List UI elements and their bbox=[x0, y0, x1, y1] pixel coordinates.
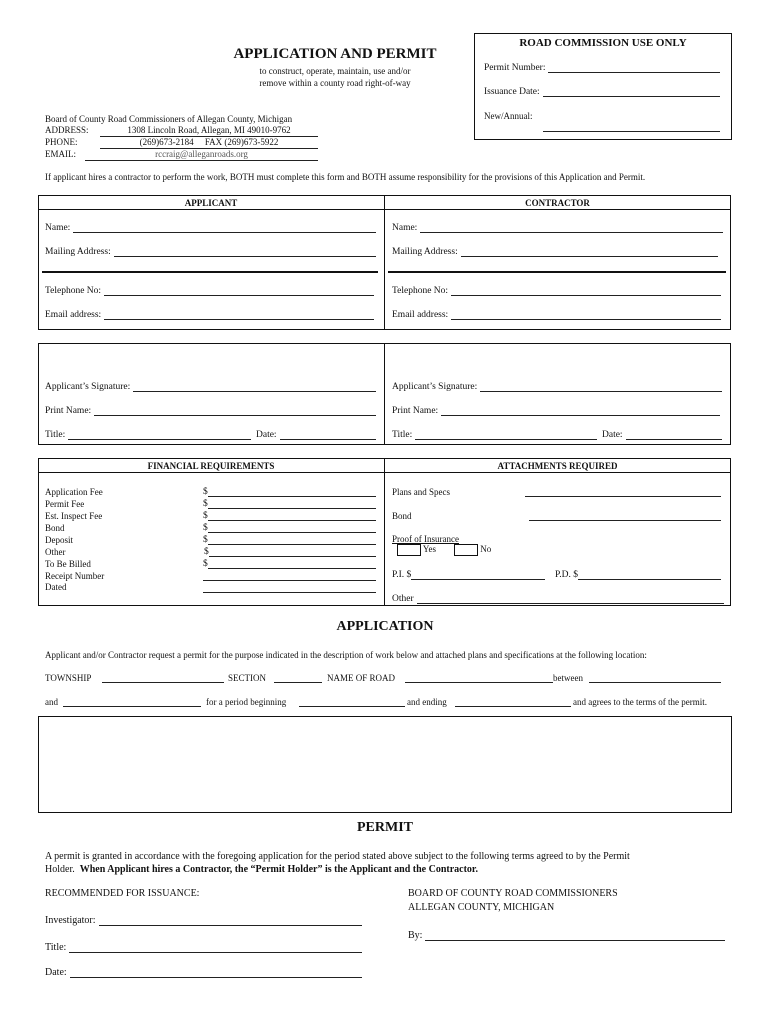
applicant-signature-field[interactable] bbox=[45, 382, 376, 392]
applicant-mailing-field[interactable] bbox=[45, 247, 376, 257]
by-field[interactable] bbox=[408, 930, 725, 941]
between-label: between bbox=[553, 673, 583, 683]
application-heading: APPLICATION bbox=[336, 619, 434, 634]
no-checkbox[interactable] bbox=[454, 544, 478, 556]
and-line[interactable] bbox=[63, 706, 201, 707]
financial-item-label: Other bbox=[45, 547, 66, 557]
subtitle-line-1: to construct, operate, maintain, use and/or bbox=[259, 66, 411, 76]
dated-line[interactable] bbox=[203, 592, 376, 593]
applicant-print-name-field[interactable] bbox=[45, 406, 376, 416]
applicant-print-name-label: Print Name: bbox=[45, 406, 92, 416]
subtitle-line-2: remove within a county road right-of-way bbox=[259, 78, 411, 88]
attach-bond-label: Bond bbox=[392, 511, 412, 521]
financial-item-label: Permit Fee bbox=[45, 499, 85, 509]
applicant-email-field[interactable] bbox=[45, 310, 374, 320]
township-line[interactable] bbox=[102, 682, 224, 683]
contractor-title-label: Title: bbox=[392, 430, 413, 440]
contractor-note: If applicant hires a contractor to perform the work, BOTH must complete this form and BOTH assume responsibility for the provisions of this Application and Permit. bbox=[45, 172, 646, 182]
permit-number-label: Permit Number: bbox=[484, 63, 546, 73]
board-email: rccraig@alleganroads.org bbox=[85, 149, 318, 161]
contractor-name-field[interactable] bbox=[392, 223, 723, 233]
contractor-telephone-label: Telephone No: bbox=[392, 286, 449, 296]
bond-amount[interactable] bbox=[203, 523, 376, 533]
dollar-sign: $ bbox=[203, 499, 208, 509]
agrees-text: and agrees to the terms of the permit. bbox=[573, 697, 707, 707]
financial-heading: FINANCIAL REQUIREMENTS bbox=[147, 461, 275, 471]
and-ending-line[interactable] bbox=[455, 706, 571, 707]
investigator-field[interactable] bbox=[45, 915, 362, 926]
issuance-date-label: Issuance Date: bbox=[484, 87, 540, 97]
receipt-number-label: Receipt Number bbox=[45, 571, 105, 581]
applicant-mailing-label: Mailing Address: bbox=[45, 247, 111, 257]
to-be-billed-amount[interactable] bbox=[203, 559, 376, 569]
contractor-email-label: Email address: bbox=[392, 310, 449, 320]
insurance-no-option[interactable] bbox=[454, 544, 491, 556]
contractor-date-label: Date: bbox=[602, 430, 623, 440]
applicant-telephone-label: Telephone No: bbox=[45, 286, 102, 296]
attach-other-field[interactable] bbox=[392, 594, 724, 604]
name-of-road-label: NAME OF ROAD bbox=[327, 673, 396, 683]
applicant-signature-label: Applicant’s Signature: bbox=[45, 382, 131, 392]
dollar-sign: $ bbox=[203, 487, 208, 497]
and-ending-label: and ending bbox=[407, 697, 447, 707]
receipt-number-line[interactable] bbox=[203, 580, 376, 581]
attach-bond-line[interactable] bbox=[529, 520, 721, 521]
permit-text-plain: Holder. bbox=[45, 864, 80, 875]
attachments-heading: ATTACHMENTS REQUIRED bbox=[497, 461, 618, 471]
proof-insurance-label: Proof of Insurance bbox=[392, 534, 459, 544]
email-label: EMAIL: bbox=[45, 149, 76, 159]
applicant-date-label: Date: bbox=[256, 430, 277, 440]
permit-heading: PERMIT bbox=[357, 820, 413, 835]
description-of-work-box[interactable] bbox=[38, 716, 732, 813]
deposit-amount[interactable] bbox=[203, 535, 376, 545]
applicant-email-label: Email address: bbox=[45, 310, 102, 320]
financial-item-label: Deposit bbox=[45, 535, 73, 545]
dated-label: Dated bbox=[45, 582, 67, 592]
no-label: No bbox=[480, 544, 492, 555]
period-beginning-line[interactable] bbox=[299, 706, 405, 707]
contractor-print-name-label: Print Name: bbox=[392, 406, 439, 416]
board-address: 1308 Lincoln Road, Allegan, MI 49010-9762 bbox=[100, 125, 318, 137]
issuance-date-field[interactable] bbox=[484, 87, 720, 97]
board-signoff-line-1: BOARD OF COUNTY ROAD COMMISSIONERS bbox=[408, 888, 618, 899]
dollar-sign: $ bbox=[203, 559, 208, 569]
recommended-label: RECOMMENDED FOR ISSUANCE: bbox=[45, 888, 200, 899]
contractor-heading: CONTRACTOR bbox=[525, 198, 590, 208]
dollar-sign: $ bbox=[203, 523, 208, 533]
permit-title-label: Title: bbox=[45, 942, 67, 953]
permit-text-line-1: A permit is granted in accordance with the foregoing application for the period stated above subject to the following terms agreed to by the Permit bbox=[45, 851, 630, 862]
new-annual-label: New/Annual: bbox=[484, 111, 533, 121]
board-signoff-line-2: ALLEGAN COUNTY, MICHIGAN bbox=[408, 902, 555, 913]
plans-specs-label: Plans and Specs bbox=[392, 487, 450, 497]
period-beginning-label: for a period beginning bbox=[206, 697, 287, 707]
pd-amount-field[interactable] bbox=[555, 570, 721, 580]
financial-item-label: Bond bbox=[45, 523, 65, 533]
permit-text-line-2 bbox=[45, 864, 478, 875]
board-name: Board of County Road Commissioners of Allegan County, Michigan bbox=[45, 114, 293, 124]
phone-label: PHONE: bbox=[45, 137, 78, 147]
applicant-name-field[interactable] bbox=[45, 223, 376, 233]
permit-text-bold: When Applicant hires a Contractor, the “Permit Holder” is the Applicant and the Contractor. bbox=[79, 864, 478, 875]
financial-item-label: Application Fee bbox=[45, 487, 103, 497]
application-fee-amount[interactable] bbox=[203, 487, 376, 497]
contractor-date-field[interactable] bbox=[602, 430, 722, 440]
contractor-mailing-field[interactable] bbox=[392, 247, 718, 257]
dollar-sign: $ bbox=[204, 547, 209, 557]
yes-checkbox[interactable] bbox=[397, 544, 421, 556]
new-annual-line[interactable] bbox=[543, 131, 720, 132]
by-label: By: bbox=[408, 930, 423, 941]
applicant-date-field[interactable] bbox=[256, 430, 376, 440]
board-phone: (269)673-2184 FAX (269)673-5922 bbox=[100, 137, 318, 149]
pi-amount-field[interactable] bbox=[392, 570, 545, 580]
insurance-yes-option[interactable] bbox=[397, 544, 436, 556]
permit-title-field[interactable] bbox=[45, 942, 362, 953]
plans-specs-line[interactable] bbox=[525, 496, 721, 497]
investigator-label: Investigator: bbox=[45, 915, 96, 926]
permit-date-field[interactable] bbox=[45, 967, 362, 978]
permit-date-label: Date: bbox=[45, 967, 67, 978]
and-label: and bbox=[45, 697, 58, 707]
between-line[interactable] bbox=[589, 682, 721, 683]
section-label: SECTION bbox=[228, 673, 266, 683]
section-line[interactable] bbox=[274, 682, 322, 683]
applicant-telephone-field[interactable] bbox=[45, 286, 374, 296]
contractor-title-field[interactable] bbox=[392, 430, 597, 440]
yes-label: Yes bbox=[422, 544, 437, 555]
contractor-email-field[interactable] bbox=[392, 310, 721, 320]
attach-other-label: Other bbox=[392, 594, 414, 604]
financial-item-label: Est. Inspect Fee bbox=[45, 511, 103, 521]
address-label: ADDRESS: bbox=[45, 125, 89, 135]
dollar-sign: $ bbox=[203, 511, 208, 521]
financial-item-label: To Be Billed bbox=[45, 559, 91, 569]
township-label: TOWNSHIP bbox=[45, 673, 92, 683]
applicant-title-field[interactable] bbox=[45, 430, 251, 440]
contractor-print-name-field[interactable] bbox=[392, 406, 720, 416]
contractor-mailing-label: Mailing Address: bbox=[392, 247, 458, 257]
contractor-name-label: Name: bbox=[392, 223, 418, 233]
dollar-sign: $ bbox=[203, 535, 208, 545]
permit-number-field[interactable] bbox=[484, 63, 720, 73]
page-title: APPLICATION AND PERMIT bbox=[233, 46, 437, 62]
name-of-road-line[interactable] bbox=[405, 682, 553, 683]
contractor-telephone-field[interactable] bbox=[392, 286, 721, 296]
applicant-title-label: Title: bbox=[45, 430, 66, 440]
pi-label: P.I. $ bbox=[392, 570, 412, 580]
contractor-signature-label: Applicant’s Signature: bbox=[392, 382, 478, 392]
contractor-signature-field[interactable] bbox=[392, 382, 722, 392]
inspect-fee-amount[interactable] bbox=[203, 511, 376, 521]
permit-fee-amount[interactable] bbox=[203, 499, 376, 509]
application-text: Applicant and/or Contractor request a permit for the purpose indicated in the description of work below and attached plans and specifications at the following location: bbox=[45, 650, 647, 660]
other-amount[interactable] bbox=[204, 547, 376, 557]
applicant-heading: APPLICANT bbox=[184, 198, 238, 208]
pd-label: P.D. $ bbox=[555, 570, 578, 580]
applicant-name-label: Name: bbox=[45, 223, 71, 233]
road-commission-heading: ROAD COMMISSION USE ONLY bbox=[519, 37, 687, 49]
